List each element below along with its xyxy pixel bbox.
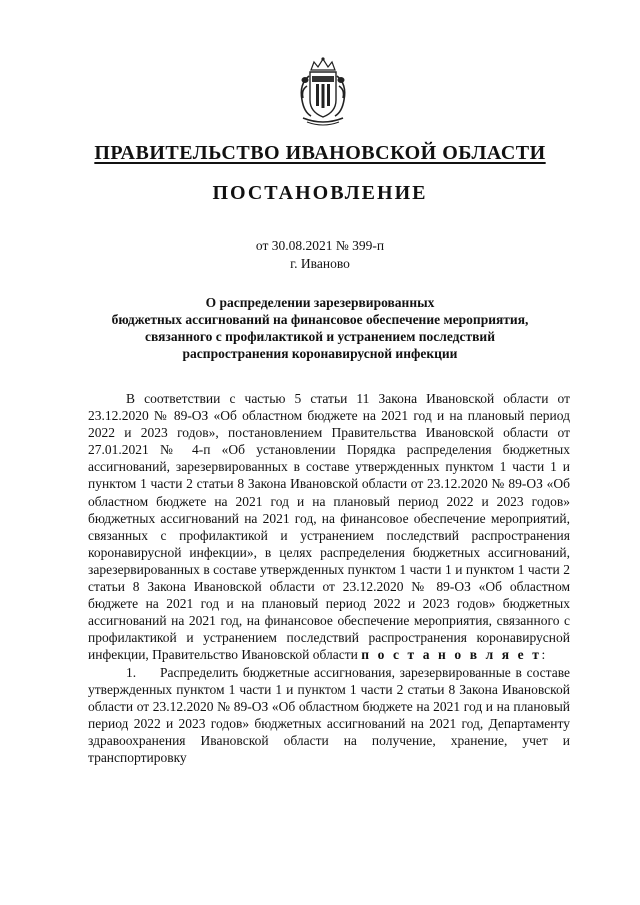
preamble-paragraph xyxy=(88,390,570,664)
resolves-colon: : xyxy=(541,647,546,663)
document-subject xyxy=(60,294,580,362)
subject-line: распространения коронавирусной инфекции xyxy=(182,346,458,361)
item-1-number: 1. xyxy=(126,664,137,680)
item-1-paragraph xyxy=(88,664,570,767)
preamble-text: В соответствии с частью 5 статьи 11 Закона Ивановской области от 23.12.2020 № 89-ОЗ «Об областном бюджете на 2021 год и на плановый период 2022 и 2023 годов», постановлением Правительства Ивановской области от 27.01.2021 № 4-п «Об установлении Порядка распределения бюджетных ассигнований, зарезервированных в составе утвержденных пунктом 1 части 1 и пунктом 1 части 2 статьи 8 Закона Ивановской области от 23.12.2020 № 89-ОЗ «Об областном бюджете на 2021 год и на плановый период 2022 и 2023 годов» бюджетных ассигнований на 2021 год, на финансовое обеспечение мероприятий, связанных с профилактикой и устранением последствий распространения коронавирусной инфекции», в целях распределения бюджетных ассигнований, зарезервированных в составе утвержденных пунктом 1 части 1 и пунктом 1 части 2 статьи 8 Закона Ивановской области от 23.12.2020 № 89-ОЗ «Об областном бюджете на 2021 год и на плановый период 2022 и 2023 годов» бюджетных ассигнований на 2021 год, на финансовое обеспечение мероприятия, связанного с профилактикой и устранением последствий распространения коронавирусной инфекции, Правительство Ивановской области xyxy=(88,391,570,663)
document-date-number: от 30.08.2021 № 399-п xyxy=(255,238,385,253)
subject-line: связанного с профилактикой и устранением последствий xyxy=(145,329,495,344)
organization-title: ПРАВИТЕЛЬСТВО ИВАНОВСКОЙ ОБЛАСТИ xyxy=(94,142,546,164)
coat-of-arms-emblem xyxy=(297,56,349,126)
document-body xyxy=(88,390,570,766)
subject-line: бюджетных ассигнований на финансовое обеспечение мероприятия, xyxy=(111,312,529,327)
document-city: г. Иваново xyxy=(290,256,350,271)
item-1-text: Распределить бюджетные ассигнования, зарезервированные в составе утвержденных пунктом 1 части 1 и пунктом 1 части 2 статьи 8 Закона Ивановской области от 23.12.2020 № 89-ОЗ «Об областном бюджете на 2021 год и на плановый период 2022 и 2023 годов» бюджетных ассигнований на 2021 год, Департаменту здравоохранения Ивановской области на получение, хранение, учет и транспортировку xyxy=(88,664,570,765)
resolves-word: п о с т а н о в л я е т xyxy=(361,647,542,663)
subject-line: О распределении зарезервированных xyxy=(205,295,435,310)
document-type: ПОСТАНОВЛЕНИЕ xyxy=(212,182,428,204)
